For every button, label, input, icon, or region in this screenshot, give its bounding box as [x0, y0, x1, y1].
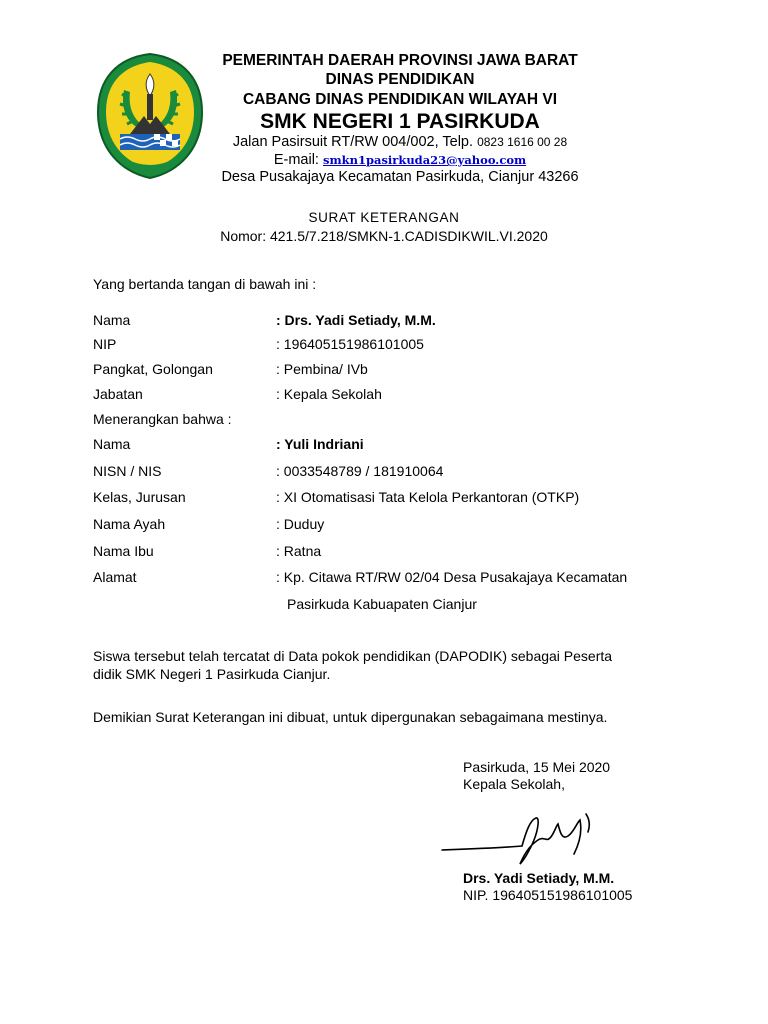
declares-text: Menerangkan bahwa :	[93, 411, 232, 427]
header-branch: CABANG DINAS PENDIDIKAN WILAYAH VI	[242, 91, 558, 108]
school-name: SMK NEGERI 1 PASIRKUDA	[260, 110, 540, 133]
field-value: : 0033548789 / 181910064	[276, 463, 444, 479]
signer-nip: NIP. 196405151986101005	[463, 887, 633, 903]
field-value: : Yuli Indriani	[276, 436, 364, 452]
field-value: : Duduy	[276, 516, 325, 532]
field-label: NIP	[93, 336, 117, 352]
paragraph-line: didik SMK Negeri 1 Pasirkuda Cianjur.	[93, 666, 331, 682]
signer-name: Drs. Yadi Setiady, M.M.	[463, 870, 615, 886]
intro-text: Yang bertanda tangan di bawah ini :	[93, 276, 317, 292]
field-value: : Kepala Sekolah	[276, 386, 382, 402]
field-label: Nama	[93, 312, 131, 328]
letter-number: Nomor: 421.5/7.218/SMKN-1.CADISDIKWIL.VI.2020	[220, 228, 548, 244]
address-text: Jalan Pasirsuit RT/RW 004/002, Telp.	[232, 134, 474, 150]
field-value: : Kp. Citawa RT/RW 02/04 Desa Pusakajaya Kecamatan	[276, 569, 628, 585]
field-value: : Pembina/ IVb	[276, 361, 368, 377]
signature-icon	[440, 810, 605, 870]
address-continuation: Pasirkuda Kabuapaten Cianjur	[287, 596, 477, 612]
field-label: Jabatan	[93, 386, 143, 402]
closing-paragraph: Demikian Surat Keterangan ini dibuat, untuk dipergunakan sebagaimana mestinya.	[93, 709, 608, 725]
field-value: : XI Otomatisasi Tata Kelola Perkantoran (OTKP)	[276, 489, 580, 505]
email-link[interactable]: smkn1pasirkuda23@yahoo.com	[322, 153, 527, 167]
place-date: Pasirkuda, 15 Mei 2020	[463, 759, 611, 775]
header-department: DINAS PENDIDIKAN	[325, 71, 475, 88]
school-village: Desa Pusakajaya Kecamatan Pasirkuda, Cianjur 43266	[221, 169, 579, 185]
field-value: : Drs. Yadi Setiady, M.M.	[276, 312, 436, 328]
field-label: Nama	[93, 436, 131, 452]
phone-number: 0823 1616 00 28	[477, 135, 568, 149]
field-label: Nama Ibu	[93, 543, 154, 559]
field-label: NISN / NIS	[93, 463, 162, 479]
school-email	[150, 153, 650, 168]
field-value: : 196405151986101005	[276, 336, 424, 352]
field-label: Alamat	[93, 569, 137, 585]
paragraph-line: Siswa tersebut telah tercatat di Data pokok pendidikan (DAPODIK) sebagai Peserta	[93, 648, 613, 664]
field-label: Kelas, Jurusan	[93, 489, 186, 505]
field-label: Nama Ayah	[93, 516, 166, 532]
header-government: PEMERINTAH DAERAH PROVINSI JAWA BARAT	[222, 52, 578, 69]
email-label: E-mail:	[273, 152, 319, 168]
field-value: : Ratna	[276, 543, 322, 559]
letter-title: SURAT KETERANGAN	[308, 210, 460, 225]
signer-position: Kepala Sekolah,	[463, 776, 565, 792]
school-address	[150, 135, 650, 150]
field-label: Pangkat, Golongan	[93, 361, 213, 377]
